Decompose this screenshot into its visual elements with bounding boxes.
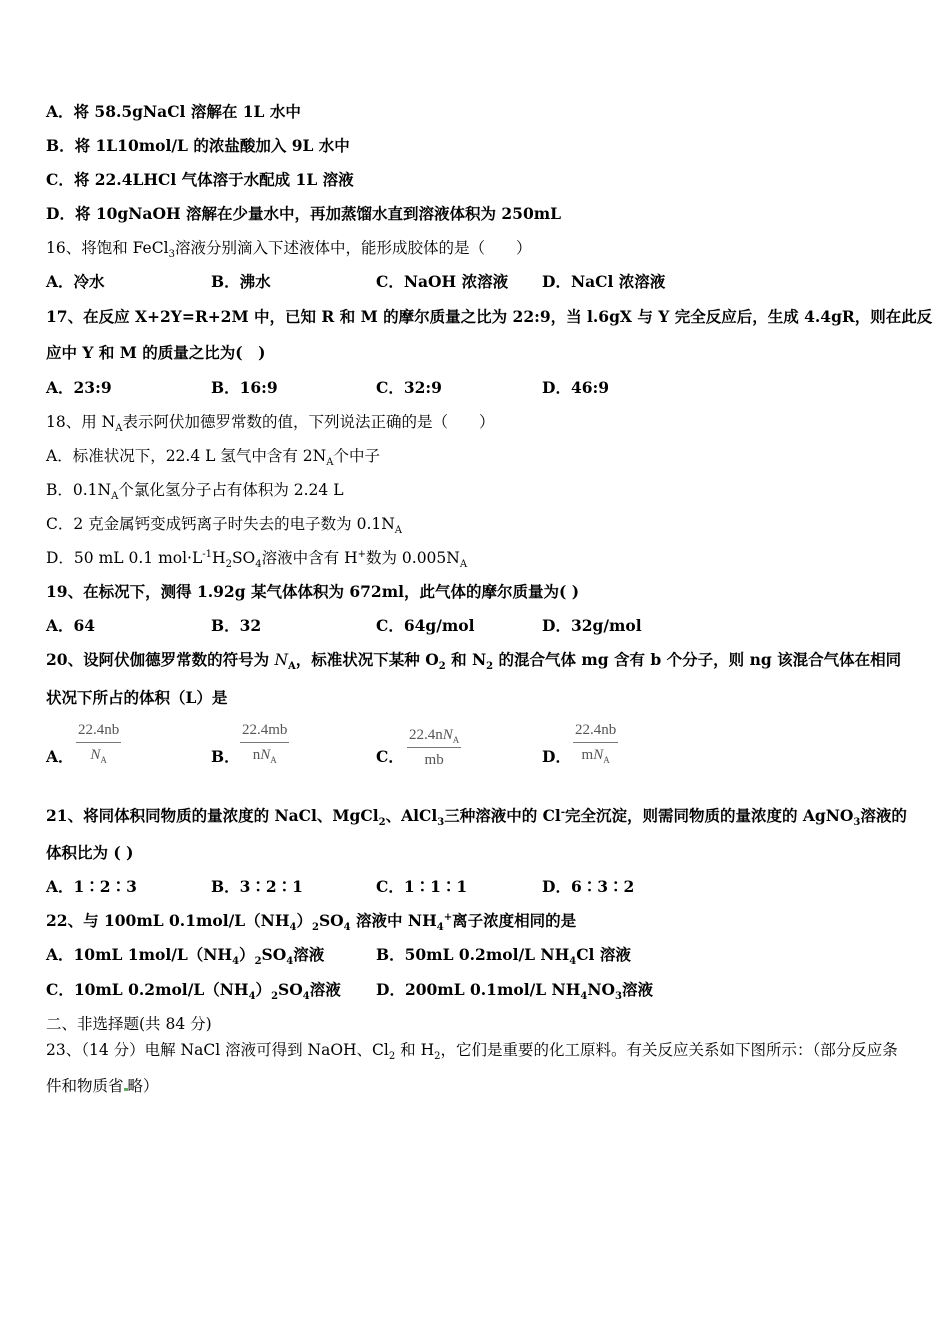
q22-option-a: A．10mL $1mol/L(NH_4)_2SO_4$溶液 [46,945,325,968]
q17-stem-line1: 17、在反应 X+2Y=R+2M 中，已知 R 和 M 的摩尔质量之比为 22:9，当 l.6gX 与 Y 完全反应后，生成 4.4gR，则在此反 [46,307,933,326]
q17-option-c: C．32:9 [376,378,442,397]
q22-option-c: C．10mL $0.2mol/L(NH_4)_2SO_4$溶液 [46,980,341,1003]
q18-option-a: A．标准状况下，22.4 L 氢气中含有 $2N_A$个中子 [46,447,380,469]
q20-option-c-fraction: $22.4nN_A$ mb [409,727,460,768]
q15-option-a: A．将 58.5gNaCl 溶解在 1L 水中 [46,102,301,121]
q23-stem-line1: 23、（14 分）电解 NaCl 溶液可得到 NaOH、$Cl_2$ 和 $H_2$，它们是重要的化工原料。有关反应关系如下图所示：（部分反应条 [46,1041,898,1063]
q23-stem-line2: 件和物质省 略） [46,1077,159,1095]
q16-option-a: A．冷水 [46,272,105,291]
q21-option-c: C．1∶1∶1 [376,877,468,896]
q20-option-a-fraction: $\frac{22.4nb}{N_A}$ [78,722,120,765]
q15-option-c: C．将 22.4LHCl 气体溶于水配成 1L 溶液 [46,170,354,189]
q19-option-d: D．32g/mol [542,616,642,635]
q20-stem-line2: 状况下所占的体积（L）是 [46,688,228,707]
q21-stem-line2: 体积比为 ( ) [46,843,134,862]
q20-option-d-fraction: 22.4nb $mN_A$ [575,722,617,765]
q21-option-b: B．3∶2∶1 [211,877,303,896]
q17-stem-line2: 应中 Y 和 M 的质量之比为( ) [46,343,266,362]
q20-option-b-fraction: 22.4mb $nN_A$ [242,722,288,765]
q20-option-b-label: B． [211,747,240,766]
q19-option-b: B．32 [211,616,262,635]
q19-option-a: A．64 [46,616,96,635]
q16-stem: 16、将饱和 FeCl$_3$溶液分别滴入下述液体中，能形成胶体的是（ ） [46,239,532,261]
q22-option-d: D．200mL 0.1mol/L $NH_4NO_3$溶液 [376,980,653,1003]
q16-option-b: B．沸水 [211,272,271,291]
q16-option-c: C．NaOH 浓溶液 [376,272,509,291]
q20-option-d-label: D． [542,747,571,766]
q22-stem: 22、与 100mL $0.1mol/L(NH_4)_2SO_4$ 溶液中 $NH_4^+$离子浓度相同的是 [46,911,577,934]
q20-option-a-label: A． [46,747,74,766]
q19-option-c: C．64g/mol [376,616,475,635]
q21-option-d: D．6∶3∶2 [542,877,635,896]
q20-option-c-label: C． [376,747,404,766]
q15-option-b: B．将 1L10mol/L 的浓盐酸加入 9L 水中 [46,136,350,155]
q18-option-c: C．2 克金属钙变成钙离子时失去的电子数为 $0.1N_A$ [46,515,403,537]
q18-stem: 18、用 $N_A$表示阿伏加德罗常数的值，下列说法正确的是（ ） [46,413,495,435]
q18-option-d: D．50 mL 0.1 $mol\cdot L^{-1}H_2SO_4$溶液中含有 H+数为 $0.005N_A$ [46,548,468,571]
q17-option-b: B．16:9 [211,378,278,397]
q19-stem: 19、在标况下，测得 1.92g 某气体体积为 672ml，此气体的摩尔质量为( ) [46,582,580,601]
q17-option-d: D．46:9 [542,378,610,397]
q22-option-b: B．50mL 0.2mol/L $NH_4Cl$ 溶液 [376,945,631,968]
q20-stem-line1: 20、设阿伏伽德罗常数的符号为 $N_A$，标准状况下某种 $O_2$ 和 $N_2$ 的混合气体 mg 含有 b 个分子，则 ng 该混合气体在相同 [46,650,902,673]
q15-option-d: D．将 10gNaOH 溶解在少量水中，再加蒸馏水直到溶液体积为 250mL [46,204,562,223]
q17-option-a: A．23:9 [46,378,112,397]
q21-option-a: A．1∶2∶3 [46,877,137,896]
q18-option-b: B．$0.1N_A$个氯化氢分子占有体积为 2.24 L [46,481,344,503]
section-2-title: 二、非选择题(共 84 分) [46,1015,212,1033]
q16-option-d: D．NaCl 浓溶液 [542,272,666,291]
q21-stem-line1: 21、将同体积同物质的量浓度的 NaCl、MgCl$_2$、AlCl$_3$三种溶液中的 Cl-完全沉淀，则需同物质的量浓度的 AgNO$_3$溶液的 [46,806,907,829]
